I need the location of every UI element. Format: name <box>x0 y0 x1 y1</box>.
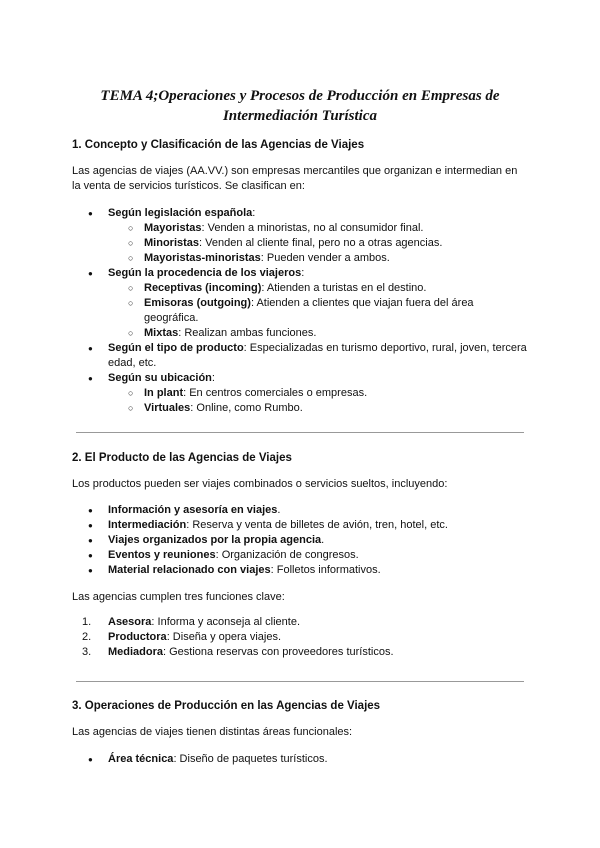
list-item: 2. Productora: Diseña y opera viajes. <box>82 631 282 643</box>
section-3-heading: 3. Operaciones de Producción en las Agencias de Viajes <box>72 700 381 712</box>
functions-intro: Las agencias cumplen tres funciones clave: <box>72 591 285 603</box>
section-3-intro: Las agencias de viajes tienen distintas áreas funcionales: <box>72 726 353 738</box>
list-item: ● Área técnica: Diseño de paquetes turísticos. <box>72 752 528 767</box>
list-item: ● Eventos y reuniones: Organización de congresos. <box>72 548 528 563</box>
list-item: ● Según el tipo de producto: Especializadas en turismo deportivo, rural, joven, tercera edad, etc. <box>72 341 528 371</box>
list-item: ● Según su ubicación: <box>72 371 528 386</box>
list-item: ○ Mayoristas: Venden a minoristas, no al consumidor final. <box>72 221 528 236</box>
list-item: ○ Mayoristas-minoristas: Pueden vender a ambos. <box>72 251 528 266</box>
section-1-intro: Las agencias de viajes (AA.VV.) son empresas mercantiles que organizan e intermedian en la venta de servicios turísticos. Se clasifican en: <box>72 165 518 192</box>
list-item: 3. Mediadora: Gestiona reservas con proveedores turísticos. <box>82 646 394 658</box>
list-item: ○ Minoristas: Venden al cliente final, pero no a otras agencias. <box>72 236 528 251</box>
section-2-heading: 2. El Producto de las Agencias de Viajes <box>72 452 292 464</box>
section-1-heading: 1. Concepto y Clasificación de las Agencias de Viajes <box>72 139 365 151</box>
list-item: ○ In plant: En centros comerciales o empresas. <box>72 386 528 401</box>
divider <box>76 432 524 433</box>
list-item: ● Información y asesoría en viajes. <box>72 503 528 518</box>
list-item: ● Según la procedencia de los viajeros: <box>72 266 528 281</box>
list-item: ● Material relacionado con viajes: Folletos informativos. <box>72 563 528 578</box>
list-item: ○ Virtuales: Online, como Rumbo. <box>72 401 528 416</box>
functions-list <box>72 615 528 660</box>
divider <box>76 681 524 682</box>
list-item: 1. Asesora: Informa y aconseja al cliente. <box>82 616 300 628</box>
list-item: ● Según legislación española: <box>72 206 528 221</box>
page-title: TEMA 4;Operaciones y Procesos de Producción en Empresas de Intermediación Turística <box>100 88 500 124</box>
list-item: ● Viajes organizados por la propia agencia. <box>72 533 528 548</box>
list-item: ○ Receptivas (incoming): Atienden a turistas en el destino. <box>72 281 528 296</box>
section-3-list <box>72 752 528 767</box>
list-item: ● Intermediación: Reserva y venta de billetes de avión, tren, hotel, etc. <box>72 518 528 533</box>
section-2-list <box>72 503 528 578</box>
section-2-intro: Los productos pueden ser viajes combinados o servicios sueltos, incluyendo: <box>72 478 448 490</box>
list-item: ○ Mixtas: Realizan ambas funciones. <box>72 326 528 341</box>
list-item: ○ Emisoras (outgoing): Atienden a clientes que viajan fuera del área geográfica. <box>72 296 528 326</box>
section-1-list <box>72 206 528 416</box>
